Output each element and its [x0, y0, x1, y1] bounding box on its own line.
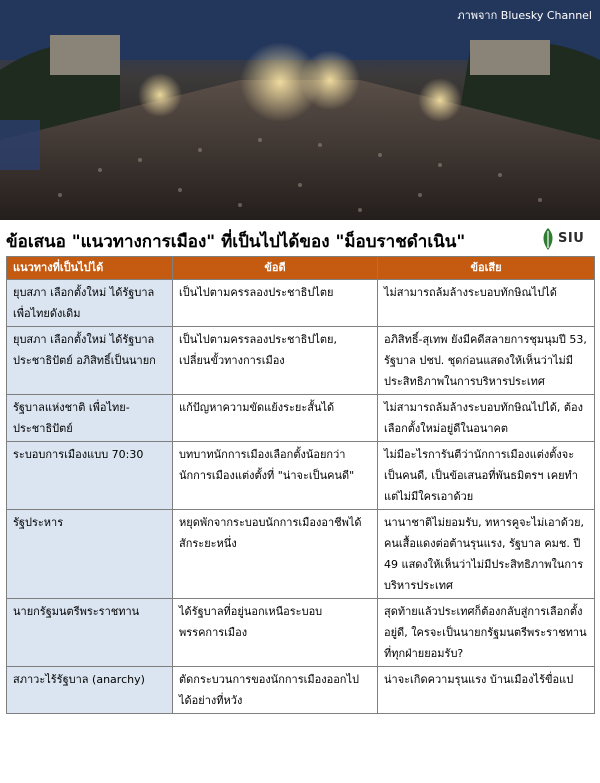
siu-logo: [540, 226, 596, 252]
options-table: [6, 256, 595, 714]
logo-text: SIU: [558, 231, 585, 246]
table-row: [7, 667, 595, 714]
header-option: แนวทางที่เป็นไปได้: [7, 257, 173, 280]
pros-cell: เป็นไปตามครรลองประชาธิปไตย, เปลี่ยนขั้วทางการเมือง: [173, 327, 378, 395]
table-row: [7, 327, 595, 395]
pros-cell: บทบาทนักการเมืองเลือกตั้งน้อยกว่านักการเมืองแต่งตั้งที่ "น่าจะเป็นคนดี": [173, 442, 378, 510]
crowd-scene-illustration: [0, 0, 600, 220]
option-cell: รัฐประหาร: [7, 510, 173, 599]
header-cons: ข้อเสีย: [378, 257, 595, 280]
pros-cell: แก้ปัญหาความขัดแย้งระยะสั้นได้: [173, 395, 378, 442]
option-cell: ระบอบการเมืองแบบ 70:30: [7, 442, 173, 510]
option-cell: รัฐบาลแห่งชาติ เพื่อไทย-ประชาธิปัตย์: [7, 395, 173, 442]
pros-cell: ได้รัฐบาลที่อยู่นอกเหนือระบอบพรรคการเมือง: [173, 599, 378, 667]
pros-cell: เป็นไปตามครรลองประชาธิปไตย: [173, 280, 378, 327]
option-cell: ยุบสภา เลือกตั้งใหม่ ได้รัฐบาลเพื่อไทยดังเดิม: [7, 280, 173, 327]
pros-cell: หยุดพักจากระบอบนักการเมืองอาชีพได้สักระยะหนึ่ง: [173, 510, 378, 599]
table-row: [7, 280, 595, 327]
cons-cell: ไม่สามารถล้มล้างระบอบทักษิณไปได้: [378, 280, 595, 327]
pros-cell: ตัดกระบวนการของนักการเมืองออกไปได้อย่างที่หวัง: [173, 667, 378, 714]
headline: ข้อเสนอ "แนวทางการเมือง" ที่เป็นไปได้ของ "ม็อบราชดำเนิน": [6, 232, 466, 252]
table-row: [7, 395, 595, 442]
header-pros: ข้อดี: [173, 257, 378, 280]
crowd-photo: [0, 0, 600, 220]
table-row: [7, 442, 595, 510]
cons-cell: ไม่สามารถล้มล้างระบอบทักษิณไปได้, ต้องเลือกตั้งใหม่อยู่ดีในอนาคต: [378, 395, 595, 442]
option-cell: สภาวะไร้รัฐบาล (anarchy): [7, 667, 173, 714]
photo-credit: ภาพจาก Bluesky Channel: [457, 9, 592, 22]
table-row: [7, 599, 595, 667]
table-row: [7, 510, 595, 599]
cons-cell: นานาชาติไม่ยอมรับ, ทหารคูจะไม่เอาด้วย, คนเสื้อแดงต่อต้านรุนแรง, รัฐบาล คมช. ปี 49 แสดงให้เห็นว่าไม่มีประสิทธิภาพในการบริหารประเทศ: [378, 510, 595, 599]
option-cell: ยุบสภา เลือกตั้งใหม่ ได้รัฐบาลประชาธิปัตย์ อภิสิทธิ์เป็นนายก: [7, 327, 173, 395]
cons-cell: สุดท้ายแล้วประเทศก็ต้องกลับสู่การเลือกตั้งอยู่ดี, ใครจะเป็นนายกรัฐมนตรีพระราชทานที่ทุกฝ่ายยอมรับ?: [378, 599, 595, 667]
cons-cell: อภิสิทธิ์-สุเทพ ยังมีคดีสลายการชุมนุมปี 53, รัฐบาล ปชป. ชุดก่อนแสดงให้เห็นว่าไม่มีประสิทธิภาพในการบริหารประเทศ: [378, 327, 595, 395]
siu-leaf-logo-icon: [540, 227, 556, 251]
table-header-row: [7, 257, 595, 280]
option-cell: นายกรัฐมนตรีพระราชทาน: [7, 599, 173, 667]
cons-cell: น่าจะเกิดความรุนแรง บ้านเมืองไร้ขื่อแป: [378, 667, 595, 714]
cons-cell: ไม่มีอะไรการันตีว่านักการเมืองแต่งตั้งจะเป็นคนดี, เป็นข้อเสนอที่พันธมิตรฯ เคยทำแต่ไม่มีใครเอาด้วย: [378, 442, 595, 510]
